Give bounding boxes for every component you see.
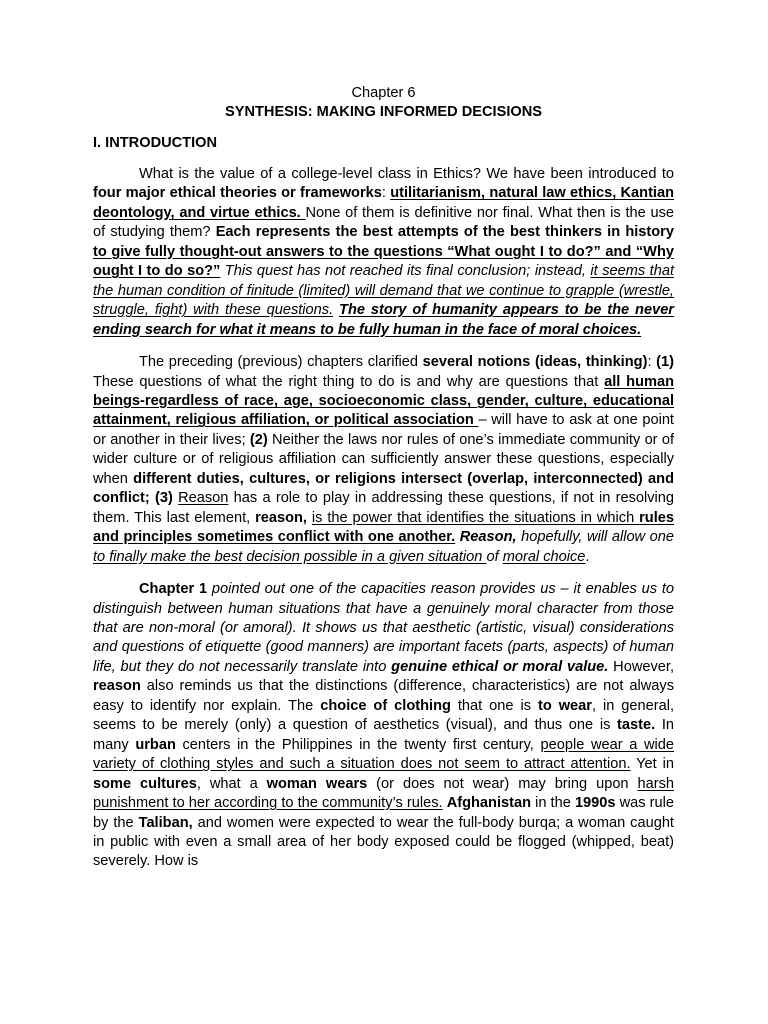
text-run: woman wears [266,775,368,792]
text-run: (2) [249,431,268,448]
paragraph-introduction [93,165,674,340]
text-run: Neither the laws nor rules of one’s immediate community or of wider culture or of religious affiliation can sufficiently answer these questions, especially when [93,431,674,487]
text-run: hopefully, will allow one [516,529,674,546]
text-run: . [585,548,590,565]
text-run: , in general, seems to be merely (only) a question of aesthetics (visual), and thus one is [93,697,675,734]
text-run: Reason, [459,529,517,546]
text-run: to wear [537,697,592,714]
text-run: (or does not wear) may bring upon [367,775,638,792]
text-run: The story of humanity appears to be the never ending search for what it means to be fully human in the face of moral choices. [93,302,674,338]
text-run: These questions of what the right thing to do is and why are questions that [93,373,605,390]
text-run: Taliban, [138,814,193,831]
text-run: people wear a wide variety of clothing styles and such a situation does not seem to attract attention. [93,736,674,773]
text-run: Reason [178,490,229,507]
text-run: to give fully thought-out answers to the questions “What ought I to do?” and “Why ought I to do so?” [93,243,674,280]
text-run: choice of clothing [320,697,451,714]
text-run: it seems that the human condition of finitude (limited) will demand that we continue to grapple (wrestle, struggle, fight) with these questions. [93,263,674,319]
text-run: pointed out one of the capacities reason provides us – it enables us to distinguish between human situations that have a genuinely moral character from those that are non-moral (or amoral). It shows us that aesthetic (artistic, visual) considerations and questions of etiquette (good manners) are important facets (parts, aspects) of human life, but they do not necessarily translate into [93,581,674,675]
text-run: is the power that identifies the situations in which [311,509,640,526]
text-run: has a role to play in addressing these questions, if not in resolving them. This last element, [93,490,674,526]
text-run: some cultures [93,775,197,792]
text-run: 1990s [574,795,616,812]
text-run: , what a [196,775,267,792]
section-heading: I. INTRODUCTION [93,135,218,151]
text-run: centers in the Philippines in the twenty first century, [175,736,541,753]
text-run: was rule by the [93,795,674,831]
text-run: several notions (ideas, thinking) [422,354,648,371]
text-run: – will have to ask at one point or another in their lives; [93,412,674,448]
text-run: that one is [450,697,538,714]
text-run: Yet in [630,756,674,773]
text-run: moral choice [502,548,586,565]
text-run: Afghanistan [446,795,532,812]
text-run: reason [93,678,141,695]
text-run: taste. [617,717,656,734]
text-run: The preceding (previous) chapters clarified [139,354,423,371]
text-run: also reminds us that the distinctions (difference, characteristics) are not always easy to identify nor explain. The [93,678,674,714]
text-run: In many [93,717,674,753]
paragraph-chapter-one [93,580,674,872]
text-run: : [647,354,657,371]
chapter-title: SYNTHESIS: MAKING INFORMED DECISIONS [224,104,543,120]
text-run: in the [531,795,575,812]
text-run: rules and principles sometimes conflict with one another. [93,509,674,546]
text-run: (1) [656,354,674,371]
text-run: reason, [255,509,307,526]
text-run: utilitarianism, natural law ethics, Kantian deontology, and virtue ethics. [93,185,675,221]
text-run: Each represents the best attempts of the best thinkers in history [215,224,674,241]
text-run: This quest has not reached its final conclusion; instead, [220,263,591,280]
text-run: different duties, cultures, or religions intersect (overlap, interconnected) and conflict; (3) [93,470,674,507]
text-run: Chapter 1 [139,581,208,598]
chapter-number: Chapter 6 [351,85,416,101]
text-run: to finally make the best decision possible in a given situation [93,548,487,565]
text-run: None of them is definitive nor final. What then is the use of studying them? [93,204,674,241]
paragraph-preceding-chapters [93,353,674,567]
text-run: : [381,185,391,202]
text-run: and women were expected to wear the full-body burqa; a woman caught in public with even a small area of her body exposed could be flogged (whipped, beat) severely. How is [93,814,674,870]
text-run: urban [135,736,176,753]
text-run: of [486,548,503,565]
text-run: genuine ethical or moral value. [391,658,609,675]
text-run: four major ethical theories or frameworks [93,185,382,202]
text-run: What is the value of a college-level class in Ethics? We have been introduced to [139,166,674,182]
text-run: harsh punishment to her according to the community’s rules. [93,775,674,812]
text-run: all human beings-regardless of race, age, socioeconomic class, gender, culture, educational attainment, religious affiliation, or political association [93,373,674,429]
text-run: However, [608,658,674,675]
